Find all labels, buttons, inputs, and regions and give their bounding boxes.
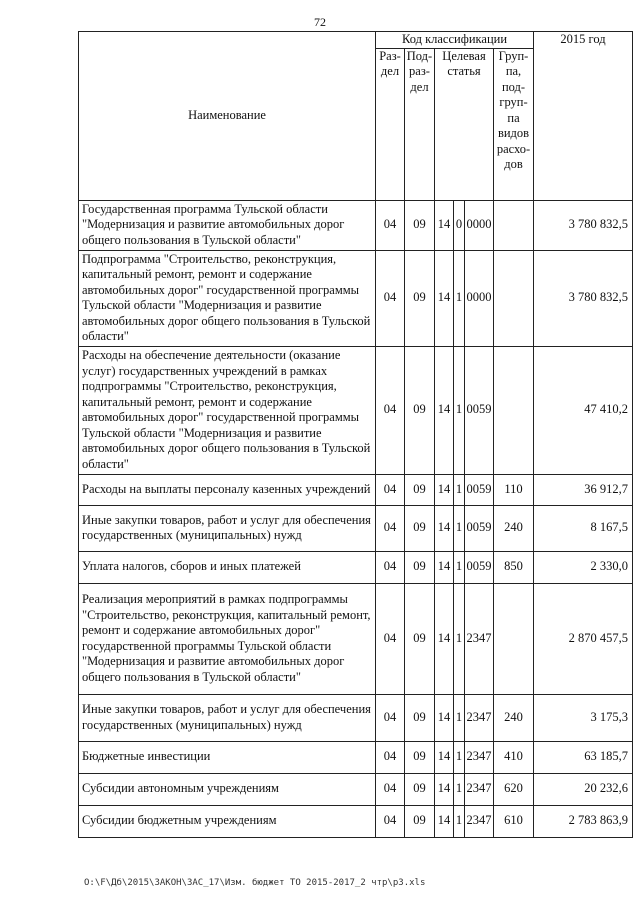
file-path-footer: O:\F\Дб\2015\ЗАКОН\ЗАС_17\Изм. бюджет ТО 2015-2017_2 чтр\р3.xls bbox=[84, 878, 426, 888]
header-classification: Код классификации bbox=[376, 32, 534, 49]
table-row bbox=[79, 346, 633, 474]
row-target-program: 14 bbox=[435, 200, 454, 250]
row-razdel: 04 bbox=[376, 741, 405, 773]
row-target-subprogram: 1 bbox=[454, 741, 465, 773]
row-target-program: 14 bbox=[435, 694, 454, 741]
header-year: 2015 год bbox=[534, 32, 633, 201]
row-podrazdel: 09 bbox=[405, 346, 435, 474]
row-name: Иные закупки товаров, работ и услуг для обеспечения государственных (муниципальных) нужд bbox=[79, 694, 376, 741]
table-row bbox=[79, 551, 633, 583]
row-razdel: 04 bbox=[376, 474, 405, 505]
budget-table bbox=[78, 31, 633, 838]
header-razdel: Раз-дел bbox=[376, 48, 405, 200]
row-expense-group bbox=[494, 200, 534, 250]
row-podrazdel: 09 bbox=[405, 474, 435, 505]
row-target-subprogram: 1 bbox=[454, 250, 465, 346]
table-row bbox=[79, 250, 633, 346]
row-name: Субсидии автономным учреждениям bbox=[79, 773, 376, 805]
row-expense-group: 610 bbox=[494, 805, 534, 837]
row-podrazdel: 09 bbox=[405, 250, 435, 346]
row-target-subprogram: 1 bbox=[454, 583, 465, 694]
row-razdel: 04 bbox=[376, 773, 405, 805]
row-target-program: 14 bbox=[435, 551, 454, 583]
row-podrazdel: 09 bbox=[405, 741, 435, 773]
row-razdel: 04 bbox=[376, 583, 405, 694]
header-target-item: Целевая статья bbox=[435, 48, 494, 200]
row-amount: 36 912,7 bbox=[534, 474, 633, 505]
table-row bbox=[79, 741, 633, 773]
page-number: 72 bbox=[314, 15, 326, 29]
row-expense-group bbox=[494, 583, 534, 694]
row-expense-group: 110 bbox=[494, 474, 534, 505]
row-podrazdel: 09 bbox=[405, 200, 435, 250]
row-target-program: 14 bbox=[435, 741, 454, 773]
row-target-direction: 0059 bbox=[465, 505, 494, 551]
table-row bbox=[79, 474, 633, 505]
row-target-program: 14 bbox=[435, 346, 454, 474]
row-target-subprogram: 1 bbox=[454, 346, 465, 474]
row-razdel: 04 bbox=[376, 805, 405, 837]
row-razdel: 04 bbox=[376, 694, 405, 741]
row-target-direction: 2347 bbox=[465, 805, 494, 837]
row-expense-group bbox=[494, 346, 534, 474]
row-razdel: 04 bbox=[376, 250, 405, 346]
row-name: Уплата налогов, сборов и иных платежей bbox=[79, 551, 376, 583]
row-expense-group: 850 bbox=[494, 551, 534, 583]
row-amount: 3 780 832,5 bbox=[534, 200, 633, 250]
table-row bbox=[79, 583, 633, 694]
header-name: Наименование bbox=[79, 32, 376, 201]
row-target-subprogram: 0 bbox=[454, 200, 465, 250]
row-target-program: 14 bbox=[435, 474, 454, 505]
row-podrazdel: 09 bbox=[405, 694, 435, 741]
row-expense-group bbox=[494, 250, 534, 346]
row-razdel: 04 bbox=[376, 551, 405, 583]
row-target-direction: 2347 bbox=[465, 773, 494, 805]
table-body bbox=[79, 200, 633, 837]
row-target-subprogram: 1 bbox=[454, 474, 465, 505]
row-target-direction: 0059 bbox=[465, 346, 494, 474]
row-target-subprogram: 1 bbox=[454, 805, 465, 837]
row-target-program: 14 bbox=[435, 583, 454, 694]
row-name: Иные закупки товаров, работ и услуг для обеспечения государственных (муниципальных) нужд bbox=[79, 505, 376, 551]
row-amount: 3 780 832,5 bbox=[534, 250, 633, 346]
row-razdel: 04 bbox=[376, 346, 405, 474]
row-expense-group: 240 bbox=[494, 505, 534, 551]
table-header bbox=[79, 32, 633, 201]
row-expense-group: 410 bbox=[494, 741, 534, 773]
row-amount: 8 167,5 bbox=[534, 505, 633, 551]
row-amount: 20 232,6 bbox=[534, 773, 633, 805]
row-target-subprogram: 1 bbox=[454, 551, 465, 583]
row-target-direction: 2347 bbox=[465, 741, 494, 773]
row-target-direction: 2347 bbox=[465, 583, 494, 694]
row-target-program: 14 bbox=[435, 505, 454, 551]
row-razdel: 04 bbox=[376, 200, 405, 250]
row-name: Реализация мероприятий в рамках подпрограммы "Строительство, реконструкция, капитальный ремонт, ремонт и содержание автомобильных дорог" государственной программы Тульской области "Модернизация и развитие автомобильных дорог общего пользования в Тульской области" bbox=[79, 583, 376, 694]
row-amount: 47 410,2 bbox=[534, 346, 633, 474]
row-razdel: 04 bbox=[376, 505, 405, 551]
row-amount: 63 185,7 bbox=[534, 741, 633, 773]
table-row bbox=[79, 505, 633, 551]
row-target-direction: 0000 bbox=[465, 250, 494, 346]
row-podrazdel: 09 bbox=[405, 551, 435, 583]
row-target-direction: 0000 bbox=[465, 200, 494, 250]
row-podrazdel: 09 bbox=[405, 773, 435, 805]
row-expense-group: 240 bbox=[494, 694, 534, 741]
table-row bbox=[79, 200, 633, 250]
row-target-subprogram: 1 bbox=[454, 505, 465, 551]
header-expense-group: Груп-па, под-груп-па видов расхо-дов bbox=[494, 48, 534, 200]
row-target-subprogram: 1 bbox=[454, 694, 465, 741]
row-target-program: 14 bbox=[435, 250, 454, 346]
row-amount: 2 870 457,5 bbox=[534, 583, 633, 694]
row-target-program: 14 bbox=[435, 805, 454, 837]
row-podrazdel: 09 bbox=[405, 805, 435, 837]
table-row bbox=[79, 694, 633, 741]
header-podrazdel: Под-раз-дел bbox=[405, 48, 435, 200]
row-name: Подпрограмма "Строительство, реконструкция, капитальный ремонт, ремонт и содержание автомобильных дорог" государственной программы Тульской области "Модернизация и развитие автомобильных дорог общего пользования в Тульской области" bbox=[79, 250, 376, 346]
row-amount: 2 783 863,9 bbox=[534, 805, 633, 837]
row-target-direction: 0059 bbox=[465, 551, 494, 583]
row-target-direction: 2347 bbox=[465, 694, 494, 741]
row-name: Субсидии бюджетным учреждениям bbox=[79, 805, 376, 837]
row-name: Бюджетные инвестиции bbox=[79, 741, 376, 773]
table-row bbox=[79, 805, 633, 837]
row-name: Расходы на обеспечение деятельности (оказание услуг) государственных учреждений в рамках подпрограммы "Строительство, реконструкция, капитальный ремонт, ремонт и содержание автомобильных дорог" государственной программы Тульской области "Модернизация и развитие автомобильных дорог общего пользования в Тульской области" bbox=[79, 346, 376, 474]
table-row bbox=[79, 773, 633, 805]
row-podrazdel: 09 bbox=[405, 505, 435, 551]
row-name: Государственная программа Тульской области "Модернизация и развитие автомобильных дорог общего пользования в Тульской области" bbox=[79, 200, 376, 250]
row-target-program: 14 bbox=[435, 773, 454, 805]
row-amount: 3 175,3 bbox=[534, 694, 633, 741]
row-target-direction: 0059 bbox=[465, 474, 494, 505]
row-podrazdel: 09 bbox=[405, 583, 435, 694]
row-amount: 2 330,0 bbox=[534, 551, 633, 583]
row-name: Расходы на выплаты персоналу казенных учреждений bbox=[79, 474, 376, 505]
row-target-subprogram: 1 bbox=[454, 773, 465, 805]
row-expense-group: 620 bbox=[494, 773, 534, 805]
